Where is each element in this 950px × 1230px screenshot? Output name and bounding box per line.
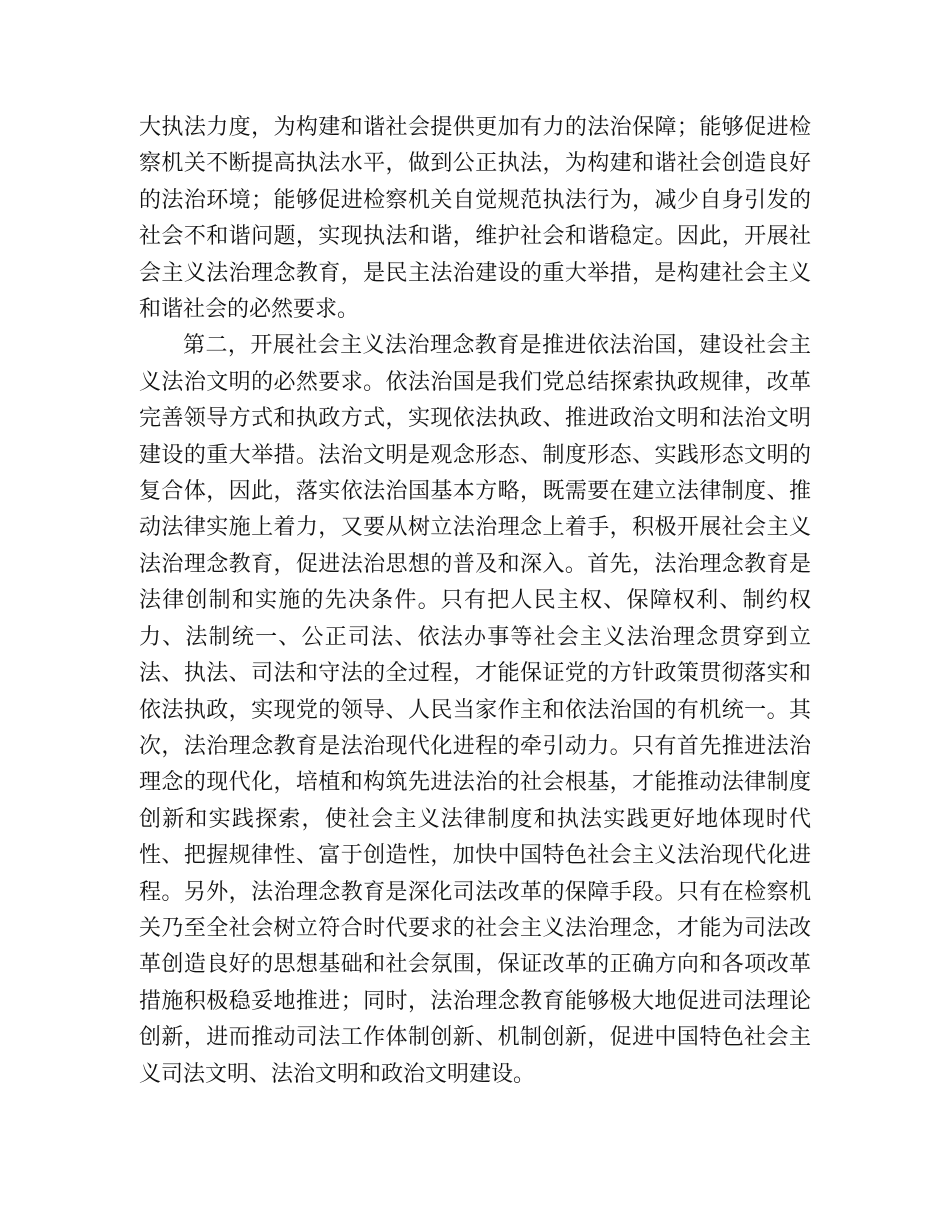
paragraph-continuation: 大执法力度，为构建和谐社会提供更加有力的法治保障；能够促进检察机关不断提高执法水平，做到公正执法，为构建和谐社会创造良好的法治环境；能够促进检察机关自觉规范执法行为，减少自身引发的社会不和谐问题，实现执法和谐，维护社会和谐稳定。因此，开展社会主义法治理念教育，是民主法治建设的重大举措，是构建社会主义和谐社会的必然要求。 — [139, 115, 811, 323]
paragraph-second-point: 第二，开展社会主义法治理念教育是推进依法治国，建设社会主义法治文明的必然要求。依法治国是我们党总结探索执政规律，改革完善领导方式和执政方式，实现依法执政、推进政治文明和法治文明建设的重大举措。法治文明是观念形态、制度形态、实践形态文明的复合体，因此，落实依法治国基本方略，既需要在建立法律制度、推动法律实施上着力，又要从树立法治理念上着手，积极开展社会主义法治理念教育，促进法治思想的普及和深入。首先，法治理念教育是法律创制和实施的先决条件。只有把人民主权、保障权利、制约权力、法制统一、公正司法、依法办事等社会主义法治理念贯穿到立法、执法、司法和守法的全过程，才能保证党的方针政策贯彻落实和依法执政，实现党的领导、人民当家作主和依法治国的有机统一。其次，法治理念教育是法治现代化进程的牵引动力。只有首先推进法治理念的现代化，培植和构筑先进法治的社会根基，才能推动法律制度创新和实践探索，使社会主义法律制度和执法实践更好地体现时代性、把握规律性、富于创造性，加快中国特色社会主义法治现代化进程。另外，法治理念教育是深化司法改革的保障手段。只有在检察机关乃至全社会树立符合时代要求的社会主义法治理念，才能为司法改革创造良好的思想基础和社会氛围，保证改革的正确方向和各项改革措施积极稳妥地推进；同时，法治理念教育能够极大地促进司法理论创新，进而推动司法工作体制创新、机制创新，促进中国特色社会主义司法文明、法治文明和政治文明建设。 — [139, 333, 811, 1087]
body-text — [139, 110, 811, 1093]
